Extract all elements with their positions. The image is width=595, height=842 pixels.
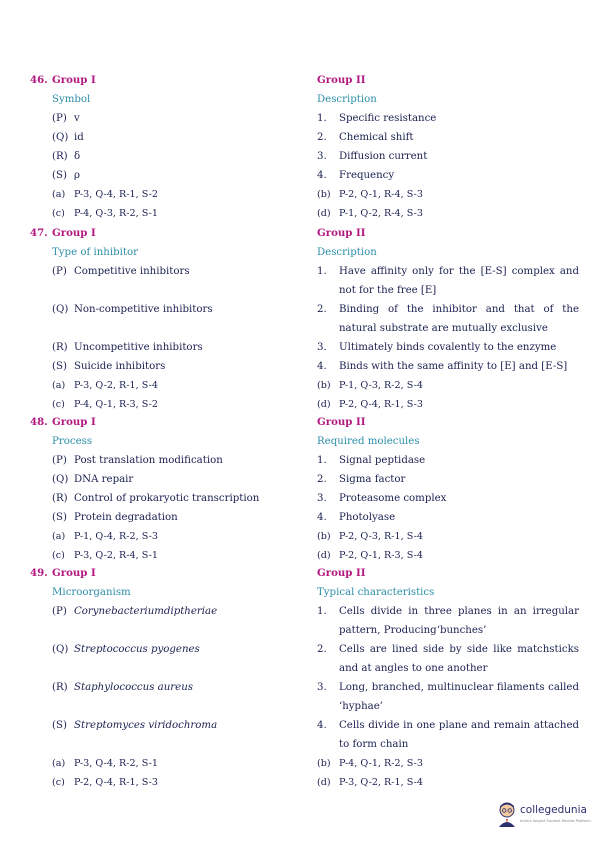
group-2-item [317, 300, 579, 338]
options-row [30, 754, 580, 773]
option-c [52, 546, 314, 565]
match-row [30, 128, 580, 147]
item-text: Suicide inhibitors [74, 361, 166, 372]
group-2-subheading: Required molecules [317, 436, 420, 447]
group-2-item [317, 470, 579, 489]
item-number: 2. [317, 304, 327, 315]
option-text: P-4, Q-3, R-2, S-1 [74, 208, 158, 219]
item-number: 4. [317, 361, 327, 372]
option-b [317, 754, 579, 773]
match-row [30, 147, 580, 166]
group-2-heading: Group II [317, 227, 366, 239]
option-b [317, 185, 579, 204]
option-letter: (d) [317, 550, 331, 561]
group-2-subheading: Description [317, 247, 377, 258]
group-2-item [317, 602, 579, 640]
match-row [30, 357, 580, 376]
match-row [30, 489, 580, 508]
option-a [52, 754, 314, 773]
option-text: P-4, Q-1, R-2, S-3 [339, 758, 423, 769]
group-2-subheading: Typical characteristics [317, 587, 435, 598]
item-tag: (S) [52, 512, 67, 523]
option-c [52, 395, 314, 414]
group-heading-row [30, 564, 580, 583]
item-text: Photolyase [339, 512, 396, 523]
option-b [317, 376, 579, 395]
group-1-item [52, 338, 314, 357]
question-46 [30, 71, 580, 223]
item-tag: (Q) [52, 304, 69, 315]
options-row [30, 395, 580, 414]
item-tag: (R) [52, 151, 68, 162]
group-1-item [52, 128, 314, 147]
group-1-item [52, 602, 314, 621]
group-2-item [317, 451, 579, 470]
option-c [52, 204, 314, 223]
option-text: P-2, Q-4, R-1, S-3 [74, 777, 158, 788]
option-letter: (a) [52, 189, 66, 200]
option-text: P-3, Q-4, R-1, S-2 [74, 189, 158, 200]
item-tag: (P) [52, 113, 67, 124]
question-number: 49. [30, 567, 48, 579]
option-letter: (a) [52, 531, 66, 542]
item-text: Competitive inhibitors [74, 266, 190, 277]
item-text: Staphylococcus aureus [74, 682, 193, 693]
option-text: P-2, Q-3, R-1, S-4 [339, 531, 423, 542]
group-1-item [52, 508, 314, 527]
group-1-subheading: Microorganism [52, 587, 131, 598]
group-2-item [317, 489, 579, 508]
item-text: Control of prokaryotic transcription [74, 493, 260, 504]
item-tag: (S) [52, 720, 67, 731]
item-number: 1. [317, 266, 327, 277]
group-1-subheading: Type of inhibitor [52, 247, 138, 258]
item-number: 4. [317, 170, 327, 181]
group-2-item [317, 338, 579, 357]
item-tag: (R) [52, 682, 68, 693]
match-row [30, 300, 580, 338]
group-1-heading: Group I [52, 74, 96, 86]
option-text: P-2, Q-1, R-4, S-3 [339, 189, 423, 200]
options-row [30, 546, 580, 565]
item-text: Specific resistance [339, 113, 437, 124]
group-2-item [317, 147, 579, 166]
option-letter: (b) [317, 189, 331, 200]
item-text: Non-competitive inhibitors [74, 304, 213, 315]
option-letter: (c) [52, 777, 65, 788]
item-number: 3. [317, 493, 327, 504]
options-row [30, 527, 580, 546]
item-text: Post translation modification [74, 455, 223, 466]
option-d [317, 395, 579, 414]
item-text: Streptomyces viridochroma [74, 720, 218, 731]
item-text: δ [74, 151, 81, 162]
item-text: Proteasome complex [339, 493, 447, 504]
item-text: Cells divide in one plane and remain attached to form chain [339, 720, 579, 750]
group-1-heading: Group I [52, 567, 96, 579]
item-number: 4. [317, 512, 327, 523]
student-avatar-icon [496, 801, 518, 829]
option-text: P-2, Q-4, R-1, S-3 [339, 399, 423, 410]
match-row [30, 602, 580, 640]
options-row [30, 376, 580, 395]
item-tag: (P) [52, 606, 67, 617]
group-2-heading: Group II [317, 567, 366, 579]
item-text: Binds with the same affinity to [E] and [E-S] [339, 361, 568, 372]
match-row [30, 678, 580, 716]
item-text: Corynebacteriumdiptheriae [74, 606, 218, 617]
option-text: P-3, Q-2, R-4, S-1 [74, 550, 158, 561]
item-text: Streptococcus pyogenes [74, 644, 200, 655]
option-letter: (c) [52, 550, 65, 561]
match-row [30, 338, 580, 357]
item-text: Chemical shift [339, 132, 414, 143]
group-2-item [317, 508, 579, 527]
match-row [30, 166, 580, 185]
group-2-item [317, 166, 579, 185]
item-text: id [74, 132, 84, 143]
item-number: 2. [317, 132, 327, 143]
option-letter: (d) [317, 399, 331, 410]
option-letter: (b) [317, 531, 331, 542]
match-row [30, 262, 580, 300]
item-tag: (R) [52, 493, 68, 504]
item-number: 4. [317, 720, 327, 731]
item-text: Frequency [339, 170, 395, 181]
item-number: 1. [317, 606, 327, 617]
item-tag: (Q) [52, 644, 69, 655]
item-text: v [74, 113, 80, 124]
item-text: Ultimately binds covalently to the enzyme [339, 342, 557, 353]
option-text: P-1, Q-4, R-2, S-3 [74, 531, 158, 542]
item-number: 1. [317, 455, 327, 466]
option-letter: (d) [317, 777, 331, 788]
item-text: ρ [74, 170, 80, 181]
item-tag: (S) [52, 170, 67, 181]
item-tag: (S) [52, 361, 67, 372]
group-1-subheading: Process [52, 436, 93, 447]
options-row [30, 185, 580, 204]
option-text: P-1, Q-2, R-4, S-3 [339, 208, 423, 219]
item-text: Protein degradation [74, 512, 178, 523]
option-a [52, 185, 314, 204]
group-2-item [317, 109, 579, 128]
option-text: P-4, Q-1, R-3, S-2 [74, 399, 158, 410]
option-d [317, 773, 579, 792]
group-1-item [52, 300, 314, 319]
group-1-item [52, 470, 314, 489]
group-heading-row [30, 224, 580, 243]
logo-tagline: India's largest Student Review Platform [520, 819, 591, 823]
item-tag: (Q) [52, 474, 69, 485]
group-heading-row [30, 413, 580, 432]
option-letter: (b) [317, 380, 331, 391]
options-row [30, 204, 580, 223]
column-subheading-row [30, 90, 580, 109]
group-1-item [52, 262, 314, 281]
group-1-item [52, 451, 314, 470]
question-49 [30, 564, 580, 792]
option-letter: (b) [317, 758, 331, 769]
match-row [30, 716, 580, 754]
option-b [317, 527, 579, 546]
match-row [30, 451, 580, 470]
item-text: Signal peptidase [339, 455, 426, 466]
item-text: DNA repair [74, 474, 134, 485]
group-1-item [52, 716, 314, 735]
item-number: 3. [317, 682, 327, 693]
group-1-item [52, 147, 314, 166]
group-2-heading: Group II [317, 416, 366, 428]
item-text: Cells divide in three planes in an irregular pattern, Producing‘bunches’ [339, 606, 579, 636]
group-1-item [52, 357, 314, 376]
item-text: Uncompetitive inhibitors [74, 342, 203, 353]
group-1-heading: Group I [52, 416, 96, 428]
item-tag: (P) [52, 266, 67, 277]
option-letter: (d) [317, 208, 331, 219]
question-47 [30, 224, 580, 414]
group-1-subheading: Symbol [52, 94, 91, 105]
question-number: 48. [30, 416, 48, 428]
option-text: P-2, Q-1, R-3, S-4 [339, 550, 423, 561]
column-subheading-row [30, 243, 580, 262]
question-number: 47. [30, 227, 48, 239]
column-subheading-row [30, 432, 580, 451]
item-text: Binding of the inhibitor and that of the natural substrate are mutually exclusive [339, 304, 579, 334]
item-tag: (Q) [52, 132, 69, 143]
match-row [30, 470, 580, 489]
group-1-item [52, 678, 314, 697]
group-1-item [52, 166, 314, 185]
group-2-item [317, 678, 579, 716]
option-text: P-3, Q-2, R-1, S-4 [339, 777, 423, 788]
group-1-heading: Group I [52, 227, 96, 239]
option-d [317, 204, 579, 223]
group-2-item [317, 640, 579, 678]
match-row [30, 640, 580, 678]
item-text: Diffusion current [339, 151, 428, 162]
group-2-subheading: Description [317, 94, 377, 105]
option-text: P-3, Q-2, R-1, S-4 [74, 380, 158, 391]
option-letter: (a) [52, 758, 66, 769]
group-2-item [317, 716, 579, 754]
option-text: P-1, Q-3, R-2, S-4 [339, 380, 423, 391]
item-number: 3. [317, 151, 327, 162]
option-d [317, 546, 579, 565]
option-letter: (c) [52, 208, 65, 219]
question-number: 46. [30, 74, 48, 86]
item-number: 2. [317, 644, 327, 655]
group-heading-row [30, 71, 580, 90]
collegedunia-logo [496, 801, 591, 831]
item-text: Sigma factor [339, 474, 406, 485]
item-tag: (R) [52, 342, 68, 353]
item-number: 1. [317, 113, 327, 124]
item-number: 3. [317, 342, 327, 353]
column-subheading-row [30, 583, 580, 602]
group-1-item [52, 489, 314, 508]
group-2-heading: Group II [317, 74, 366, 86]
group-1-item [52, 109, 314, 128]
option-a [52, 376, 314, 395]
options-row [30, 773, 580, 792]
group-2-item [317, 128, 579, 147]
option-letter: (c) [52, 399, 65, 410]
item-text: Long, branched, multinuclear filaments called ‘hyphae’ [339, 682, 579, 712]
item-number: 2. [317, 474, 327, 485]
question-48 [30, 413, 580, 565]
group-2-item [317, 262, 579, 300]
option-c [52, 773, 314, 792]
logo-wordmark: collegedunia [520, 804, 587, 816]
item-text: Cells are lined side by side like matchsticks and at angles to one another [339, 644, 579, 674]
match-row [30, 508, 580, 527]
group-1-item [52, 640, 314, 659]
item-text: Have affinity only for the [E-S] complex and not for the free [E] [339, 266, 579, 296]
option-letter: (a) [52, 380, 66, 391]
option-a [52, 527, 314, 546]
item-tag: (P) [52, 455, 67, 466]
option-text: P-3, Q-4, R-2, S-1 [74, 758, 158, 769]
group-2-item [317, 357, 579, 376]
match-row [30, 109, 580, 128]
